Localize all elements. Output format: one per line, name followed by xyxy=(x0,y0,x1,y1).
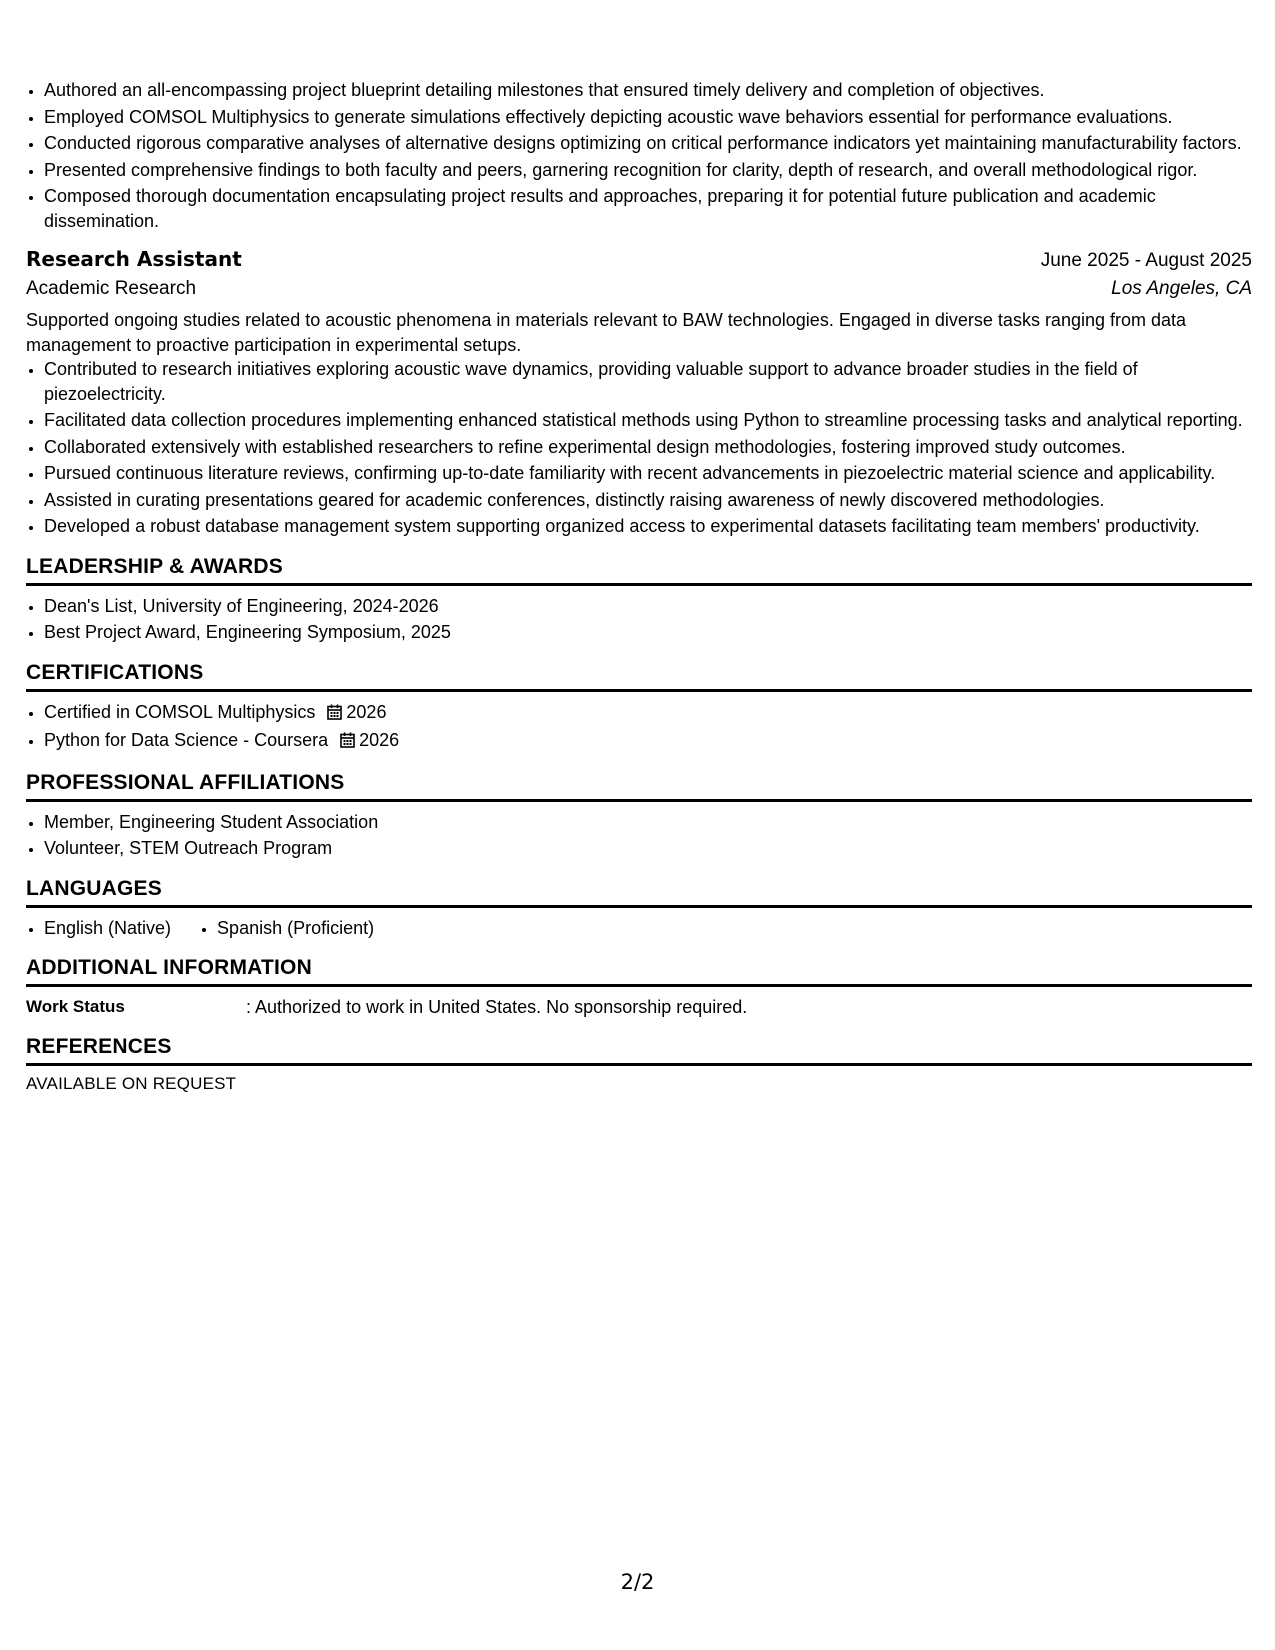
list-item: • Facilitated data collection procedures implementing enhanced statistical methods using Python to streamline processing tasks and analytical reporting. xyxy=(44,408,1252,433)
list-item: • Presented comprehensive findings to both faculty and peers, garnering recognition for clarity, depth of research, and overall methodological rigor. xyxy=(44,158,1252,183)
page-number: 2/2 xyxy=(620,1570,655,1594)
list-item: • Collaborated extensively with established researchers to refine experimental design methodologies, fostering improved study outcomes. xyxy=(44,435,1252,460)
job-bullets xyxy=(26,357,1252,539)
list-item: • Dean's List, University of Engineering, 2024-2026 xyxy=(44,594,1252,619)
work-status-row xyxy=(26,995,1252,1019)
language-item: • English (Native) xyxy=(44,916,171,941)
section-heading-leadership: LEADERSHIP & AWARDS xyxy=(26,555,1252,586)
list-item: • Best Project Award, Engineering Symposium, 2025 xyxy=(44,620,1252,645)
list-item: • Volunteer, STEM Outreach Program xyxy=(44,836,1252,861)
job-title: Research Assistant xyxy=(26,247,242,271)
language-item: • Spanish (Proficient) xyxy=(217,916,374,941)
certification-year: 2026 xyxy=(359,730,400,750)
certification-name: Python for Data Science - Coursera xyxy=(44,730,329,750)
certification-item xyxy=(44,700,1252,727)
job-summary: Supported ongoing studies related to acoustic phenomena in materials relevant to BAW technologies. Engaged in diverse tasks ranging from data management to proactive participation in experimental setups. xyxy=(26,310,1187,355)
affiliations-section xyxy=(26,810,1252,861)
job-dates: June 2025 - August 2025 xyxy=(1040,250,1252,271)
calendar-icon xyxy=(340,730,355,755)
certifications-section xyxy=(26,700,1252,755)
list-item: • Member, Engineering Student Association xyxy=(44,810,1252,835)
certification-year: 2026 xyxy=(346,701,387,722)
section-heading-certifications: CERTIFICATIONS xyxy=(26,661,1252,692)
list-item: • Authored an all-encompassing project blueprint detailing milestones that ensured timely delivery and completion of objectives. xyxy=(44,78,1252,103)
job-header xyxy=(26,247,1252,272)
section-heading-additional-info: ADDITIONAL INFORMATION xyxy=(26,956,1252,987)
previous-job-bullets xyxy=(26,78,1252,233)
section-heading-references: REFERENCES xyxy=(26,1035,1252,1066)
list-item: • Developed a robust database management system supporting organized access to experimental datasets facilitating team members' productivity. xyxy=(44,514,1252,539)
resume-page xyxy=(26,78,1252,1094)
company-name: Academic Research xyxy=(26,278,197,299)
section-heading-affiliations: PROFESSIONAL AFFILIATIONS xyxy=(26,771,1252,802)
leadership-section xyxy=(26,594,1252,645)
certification-name: Certified in COMSOL Multiphysics xyxy=(44,701,316,722)
languages-section xyxy=(26,916,1252,941)
list-item: • Contributed to research initiatives exploring acoustic wave dynamics, providing valuable support to advance broader studies in the field of piezoelectricity. xyxy=(44,357,1252,406)
section-heading-languages: LANGUAGES xyxy=(26,877,1252,908)
list-item: • Composed thorough documentation encapsulating project results and approaches, preparing it for potential future publication and academic dissemination. xyxy=(44,184,1252,233)
work-status-label: Work Status xyxy=(26,997,125,1016)
job-subheader xyxy=(26,278,1252,300)
list-item: • Conducted rigorous comparative analyses of alternative designs optimizing on critical performance indicators yet maintaining manufacturability factors. xyxy=(44,131,1252,156)
calendar-icon xyxy=(327,702,342,727)
work-status-value: : Authorized to work in United States. No sponsorship required. xyxy=(246,997,748,1017)
list-item: • Pursued continuous literature reviews, confirming up-to-date familiarity with recent advancements in piezoelectric material science and applicability. xyxy=(44,461,1252,486)
certification-item xyxy=(44,728,1252,755)
job-location: Los Angeles, CA xyxy=(1111,278,1252,299)
list-item: • Assisted in curating presentations geared for academic conferences, distinctly raising awareness of newly discovered methodologies. xyxy=(44,488,1252,513)
list-item: • Employed COMSOL Multiphysics to generate simulations effectively depicting acoustic wave behaviors essential for performance evaluations. xyxy=(44,105,1252,130)
references-text: AVAILABLE ON REQUEST xyxy=(26,1074,237,1093)
